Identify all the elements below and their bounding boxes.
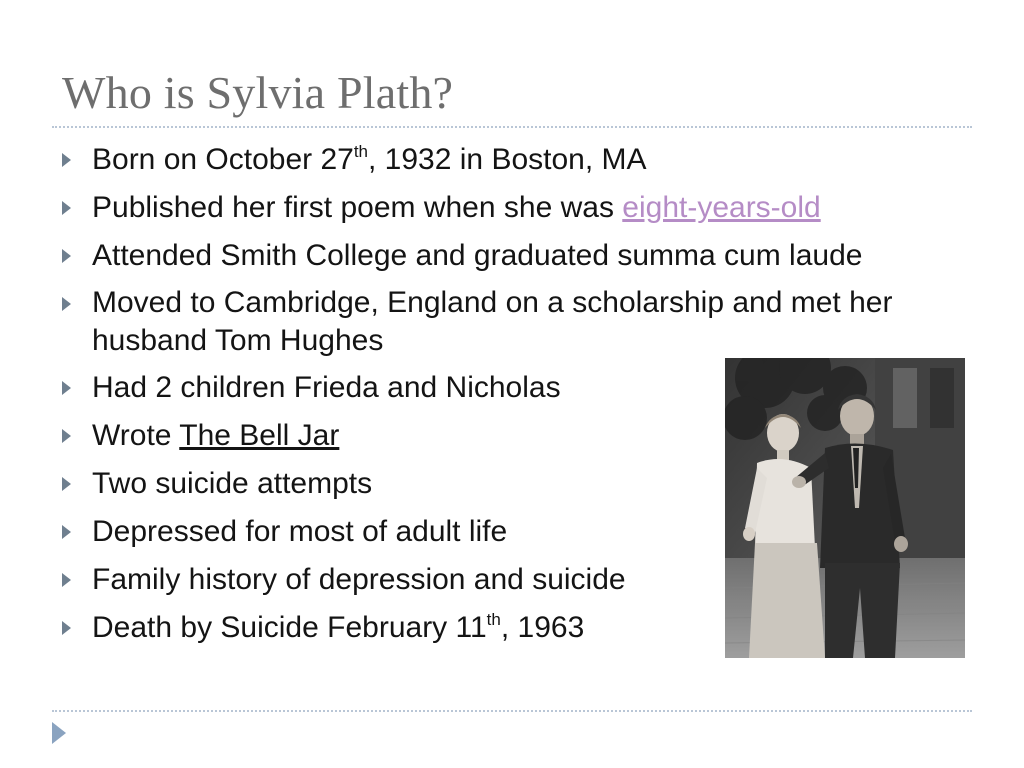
eight-years-old-link[interactable]: eight-years-old [622,191,821,224]
bullet-item [60,140,980,180]
bullet-text: Had 2 children Frieda and Nicholas [92,371,561,404]
slide-title: Who is Sylvia Plath? [62,67,454,118]
bullet-triangle-icon [62,573,71,587]
bullet-text: Two suicide attempts [92,467,373,500]
bullet-triangle-icon [62,297,71,311]
bullet-text: Family history of depression and suicide [92,563,626,596]
bullet-text: Death by Suicide February 11 [92,611,487,644]
bullet-text: Wrote [92,419,180,452]
bullet-text: Born on October 27 [92,143,354,176]
bullet-triangle-icon [62,621,71,635]
bullet-item [60,236,980,276]
couple-photo [725,358,965,658]
bullet-item [60,188,980,228]
bullet-triangle-icon [62,381,71,395]
bullet-triangle-icon [62,201,71,215]
next-slide-arrow-icon[interactable] [52,722,66,744]
bullet-text: Attended Smith College and graduated summa cum laude [92,239,863,272]
bullet-text: Moved to Cambridge, England on a scholarship and met her husband Tom Hughes [92,286,893,357]
bullet-triangle-icon [62,525,71,539]
book-title: The Bell Jar [179,419,340,452]
bullet-text-tail: , 1932 in Boston, MA [368,143,647,176]
bullet-triangle-icon [62,429,71,443]
ordinal-suffix: th [486,610,501,629]
bullet-triangle-icon [62,477,71,491]
title-divider [52,126,972,128]
bullet-text: Depressed for most of adult life [92,515,508,548]
bullet-triangle-icon [62,153,71,167]
bullet-text-tail: , 1963 [500,611,585,644]
couple-photo-illustration [725,358,965,658]
bullet-item [60,284,972,360]
ordinal-suffix: th [353,142,369,161]
bullet-text: Published her first poem when she was [92,191,623,224]
footer-divider [52,710,972,712]
bullet-triangle-icon [62,249,71,263]
